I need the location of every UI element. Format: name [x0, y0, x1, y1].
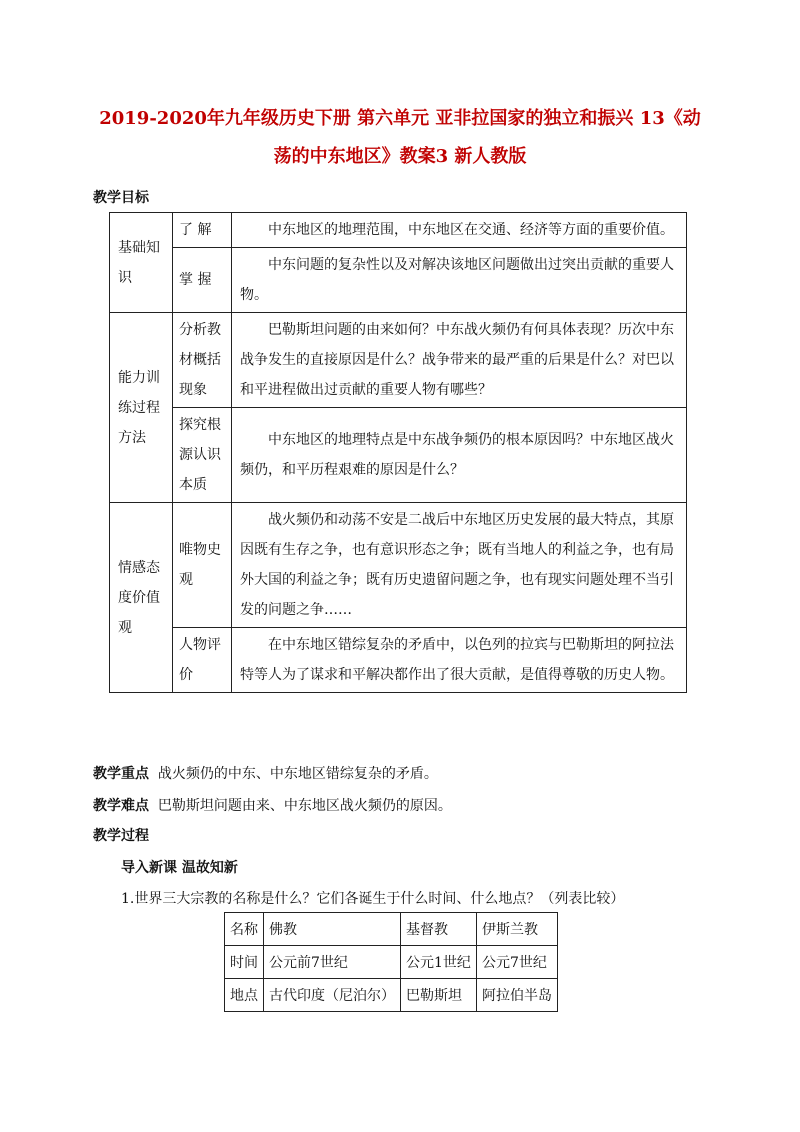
difficulty-label: 教学难点: [93, 798, 149, 814]
table-cell: 古代印度（尼泊尔）: [264, 979, 401, 1012]
key-point-line: [93, 763, 438, 783]
table-cell: 巴勒斯坦: [401, 979, 477, 1012]
table-row: [110, 628, 687, 693]
header-cell: 伊斯兰教: [477, 913, 558, 946]
table-cell: 时间: [225, 946, 264, 979]
category-cell: 情感态度价值观: [110, 503, 173, 693]
table-row: [225, 979, 558, 1012]
goals-heading: 教学目标: [93, 190, 149, 206]
difficulty-text: 巴勒斯坦问题由来、中东地区战火频仍的原因。: [157, 798, 452, 814]
table-row: [110, 313, 687, 408]
key-point-text: 战火频仍的中东、中东地区错综复杂的矛盾。: [157, 766, 438, 782]
intro-heading: 导入新课 温故知新: [121, 860, 238, 876]
table-row: [110, 503, 687, 628]
process-heading: 教学过程: [93, 828, 149, 844]
table-cell: 公元前7世纪: [264, 946, 401, 979]
table-cell: 阿拉伯半岛: [477, 979, 558, 1012]
objective-text: 在中东地区错综复杂的矛盾中，以色列的拉宾与巴勒斯坦的阿拉法特等人为了谋求和平解决都作出了很大贡献，是值得尊敬的历史人物。: [232, 628, 687, 693]
category-cell: 能力训练过程方法: [110, 313, 173, 503]
label-cell: 唯物史观: [173, 503, 232, 628]
table-row: [110, 408, 687, 503]
table-header-row: [225, 913, 558, 946]
objective-text: 巴勒斯坦问题的由来如何？中东战火频仍有何具体表现？历次中东战争发生的直接原因是什么？战争带来的最严重的后果是什么？对巴以和平进程做出过贡献的重要人物有哪些？: [232, 313, 687, 408]
label-cell: 了 解: [173, 213, 232, 248]
document-title: [80, 100, 720, 176]
table-row: [110, 248, 687, 313]
header-cell: 佛教: [264, 913, 401, 946]
objective-text: 中东问题的复杂性以及对解决该地区问题做出过突出贡献的重要人物。: [232, 248, 687, 313]
objective-text: 战火频仍和动荡不安是二战后中东地区历史发展的最大特点，其原因既有生存之争，也有意识形态之争；既有当地人的利益之争，也有局外大国的利益之争；既有历史遗留问题之争，也有现实问题处理不当引发的问题之争……: [232, 503, 687, 628]
question-1: 1.世界三大宗教的名称是什么？它们各诞生于什么时间、什么地点？（列表比较）: [121, 891, 625, 907]
table-cell: 地点: [225, 979, 264, 1012]
category-cell: 基础知识: [110, 213, 173, 313]
label-cell: 探究根源认识本质: [173, 408, 232, 503]
objectives-table: [109, 212, 687, 693]
table-cell: 公元7世纪: [477, 946, 558, 979]
religion-table: [224, 912, 558, 1012]
key-point-label: 教学重点: [93, 766, 149, 782]
label-cell: 分析教材概括现象: [173, 313, 232, 408]
table-row: [225, 946, 558, 979]
objective-text: 中东地区的地理特点是中东战争频仍的根本原因吗？中东地区战火频仍，和平历程艰难的原因是什么？: [232, 408, 687, 503]
label-cell: 掌 握: [173, 248, 232, 313]
label-cell: 人物评价: [173, 628, 232, 693]
objective-text: 中东地区的地理范围，中东地区在交通、经济等方面的重要价值。: [232, 213, 687, 248]
header-cell: 基督教: [401, 913, 477, 946]
difficulty-line: [93, 795, 452, 815]
title-line-1: 2019-2020年九年级历史下册 第六单元 亚非拉国家的独立和振兴 13《动: [99, 108, 701, 129]
title-line-2: 荡的中东地区》教案3 新人教版: [273, 146, 527, 167]
table-row: [110, 213, 687, 248]
header-cell: 名称: [225, 913, 264, 946]
table-cell: 公元1世纪: [401, 946, 477, 979]
